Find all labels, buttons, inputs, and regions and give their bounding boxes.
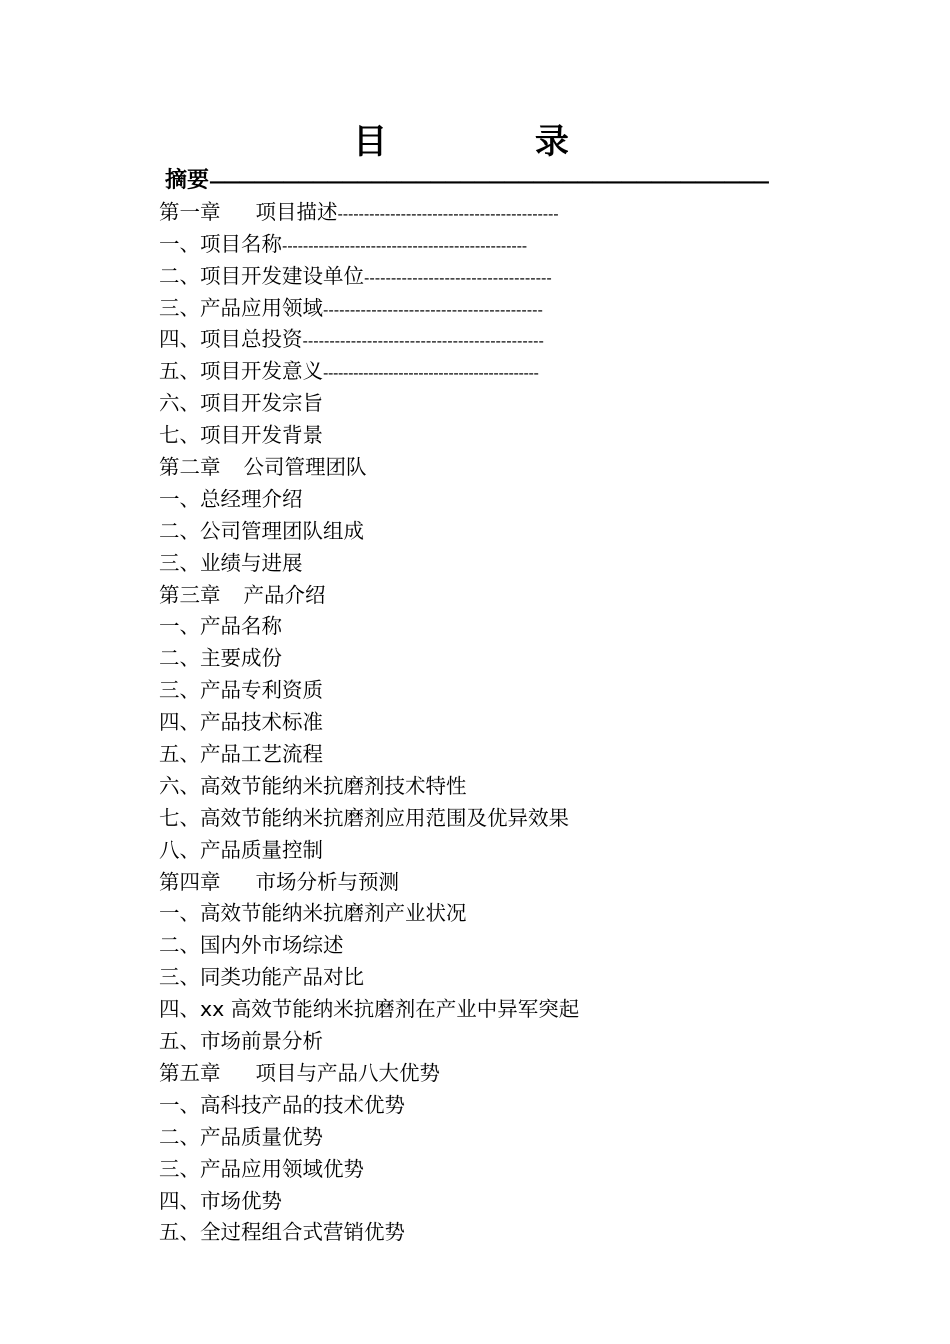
toc-item-label: 三、同类功能产品对比 (159, 965, 364, 990)
toc-item[interactable] (159, 930, 799, 962)
toc-leader: ----------------------------------------------- (282, 236, 527, 255)
toc-item[interactable] (159, 1122, 799, 1154)
toc-item[interactable] (159, 803, 799, 835)
toc-leader: ------------------------------------------- (323, 364, 539, 383)
toc-item-label: 二、主要成份 (159, 646, 282, 671)
toc-item-label: 六、项目开发宗旨 (159, 391, 323, 416)
toc-leader: ------------------------------------------ (337, 204, 559, 223)
toc-item[interactable] (159, 1217, 799, 1249)
toc-item-label: 五、全过程组合式营销优势 (159, 1220, 405, 1245)
toc-item[interactable] (159, 994, 799, 1026)
toc-item-label: 五、市场前景分析 (159, 1029, 323, 1054)
toc-item[interactable] (159, 643, 799, 675)
toc-chapter-1[interactable] (159, 197, 799, 229)
toc-chapter-label: 第二章 (159, 455, 221, 480)
toc-item-label: 四、产品技术标准 (159, 710, 323, 735)
toc-item[interactable] (159, 229, 799, 261)
toc-item[interactable] (159, 420, 799, 452)
toc-item[interactable] (159, 739, 799, 771)
toc-item[interactable] (159, 484, 799, 516)
toc-item-label: 一、项目名称 (159, 231, 282, 256)
toc-item[interactable] (159, 835, 799, 867)
toc-item[interactable] (159, 675, 799, 707)
toc-item[interactable] (159, 707, 799, 739)
toc-chapter-label: 第五章 (159, 1060, 221, 1085)
toc-item-label: 三、产品应用领域 (159, 295, 323, 320)
toc-leader: --------------------------------------------- (302, 332, 544, 351)
toc-chapter-title: 产品介绍 (243, 582, 326, 607)
toc-item[interactable] (159, 261, 799, 293)
toc-item[interactable] (159, 516, 799, 548)
toc-item-label: 七、项目开发背景 (159, 423, 323, 448)
toc-item[interactable] (159, 293, 799, 325)
toc-item-label: 二、产品质量优势 (159, 1124, 323, 1149)
page-title: 目 录 (353, 122, 637, 162)
toc-item-label: 三、产品应用领域优势 (159, 1156, 364, 1181)
toc-item-label: 四、项目总投资 (159, 327, 303, 352)
toc-item[interactable] (159, 962, 799, 994)
toc-chapter-title: 公司管理团队 (243, 455, 367, 480)
toc-item[interactable] (159, 548, 799, 580)
toc-item-label: 五、产品工艺流程 (159, 742, 323, 767)
toc-chapter-label: 第一章 (159, 199, 221, 224)
toc-chapter-label: 第三章 (159, 582, 221, 607)
toc-item[interactable] (159, 1154, 799, 1186)
toc-chapter-title: 项目描述 (255, 199, 338, 224)
toc-item-label: 一、高科技产品的技术优势 (159, 1092, 405, 1117)
toc-summary-label: 摘要 (165, 168, 210, 193)
toc-item-label: 六、高效节能纳米抗磨剂技术特性 (159, 773, 467, 798)
toc-item-label: 五、项目开发意义 (159, 359, 323, 384)
toc-item-label: 二、项目开发建设单位 (159, 263, 364, 288)
toc-item-label: 三、业绩与进展 (159, 550, 303, 575)
toc-item-label: 二、公司管理团队组成 (159, 518, 364, 543)
toc-leader: ----------------------------------------- (323, 300, 543, 319)
toc-item[interactable] (159, 611, 799, 643)
toc-item[interactable] (159, 388, 799, 420)
toc-item-label: 一、高效节能纳米抗磨剂产业状况 (159, 901, 467, 926)
toc-chapter-title: 市场分析与预测 (255, 869, 399, 894)
toc-item[interactable] (159, 771, 799, 803)
toc-leader: ----------------------------------- (364, 268, 552, 287)
toc-item[interactable] (159, 898, 799, 930)
toc-chapter-5[interactable] (159, 1058, 799, 1090)
toc-item[interactable] (159, 1090, 799, 1122)
toc-item[interactable] (159, 1186, 799, 1218)
toc-item-label: 二、国内外市场综述 (159, 933, 344, 958)
toc-chapter-title: 项目与产品八大优势 (255, 1060, 440, 1085)
toc-chapter-3[interactable] (159, 580, 799, 612)
toc-item[interactable] (159, 356, 799, 388)
toc-summary[interactable] (159, 165, 799, 197)
toc-item-label: 一、产品名称 (159, 614, 282, 639)
toc-item[interactable] (159, 324, 799, 356)
toc-item-label: 八、产品质量控制 (159, 837, 323, 862)
toc-chapter-2[interactable] (159, 452, 799, 484)
toc-item[interactable] (159, 1026, 799, 1058)
toc-item-label: 一、总经理介绍 (159, 486, 303, 511)
toc-item-label: 三、产品专利资质 (159, 678, 323, 703)
toc-chapter-label: 第四章 (159, 869, 221, 894)
toc-item-label: 七、高效节能纳米抗磨剂应用范围及优异效果 (159, 805, 569, 830)
toc-chapter-4[interactable] (159, 867, 799, 899)
table-of-contents (159, 165, 799, 1249)
toc-item-label: 四、市场优势 (159, 1188, 282, 1213)
toc-item-label: 四、xx 高效节能纳米抗磨剂在产业中异军突起 (159, 997, 580, 1022)
toc-leader: —————————————————————————————————————— (209, 172, 768, 192)
